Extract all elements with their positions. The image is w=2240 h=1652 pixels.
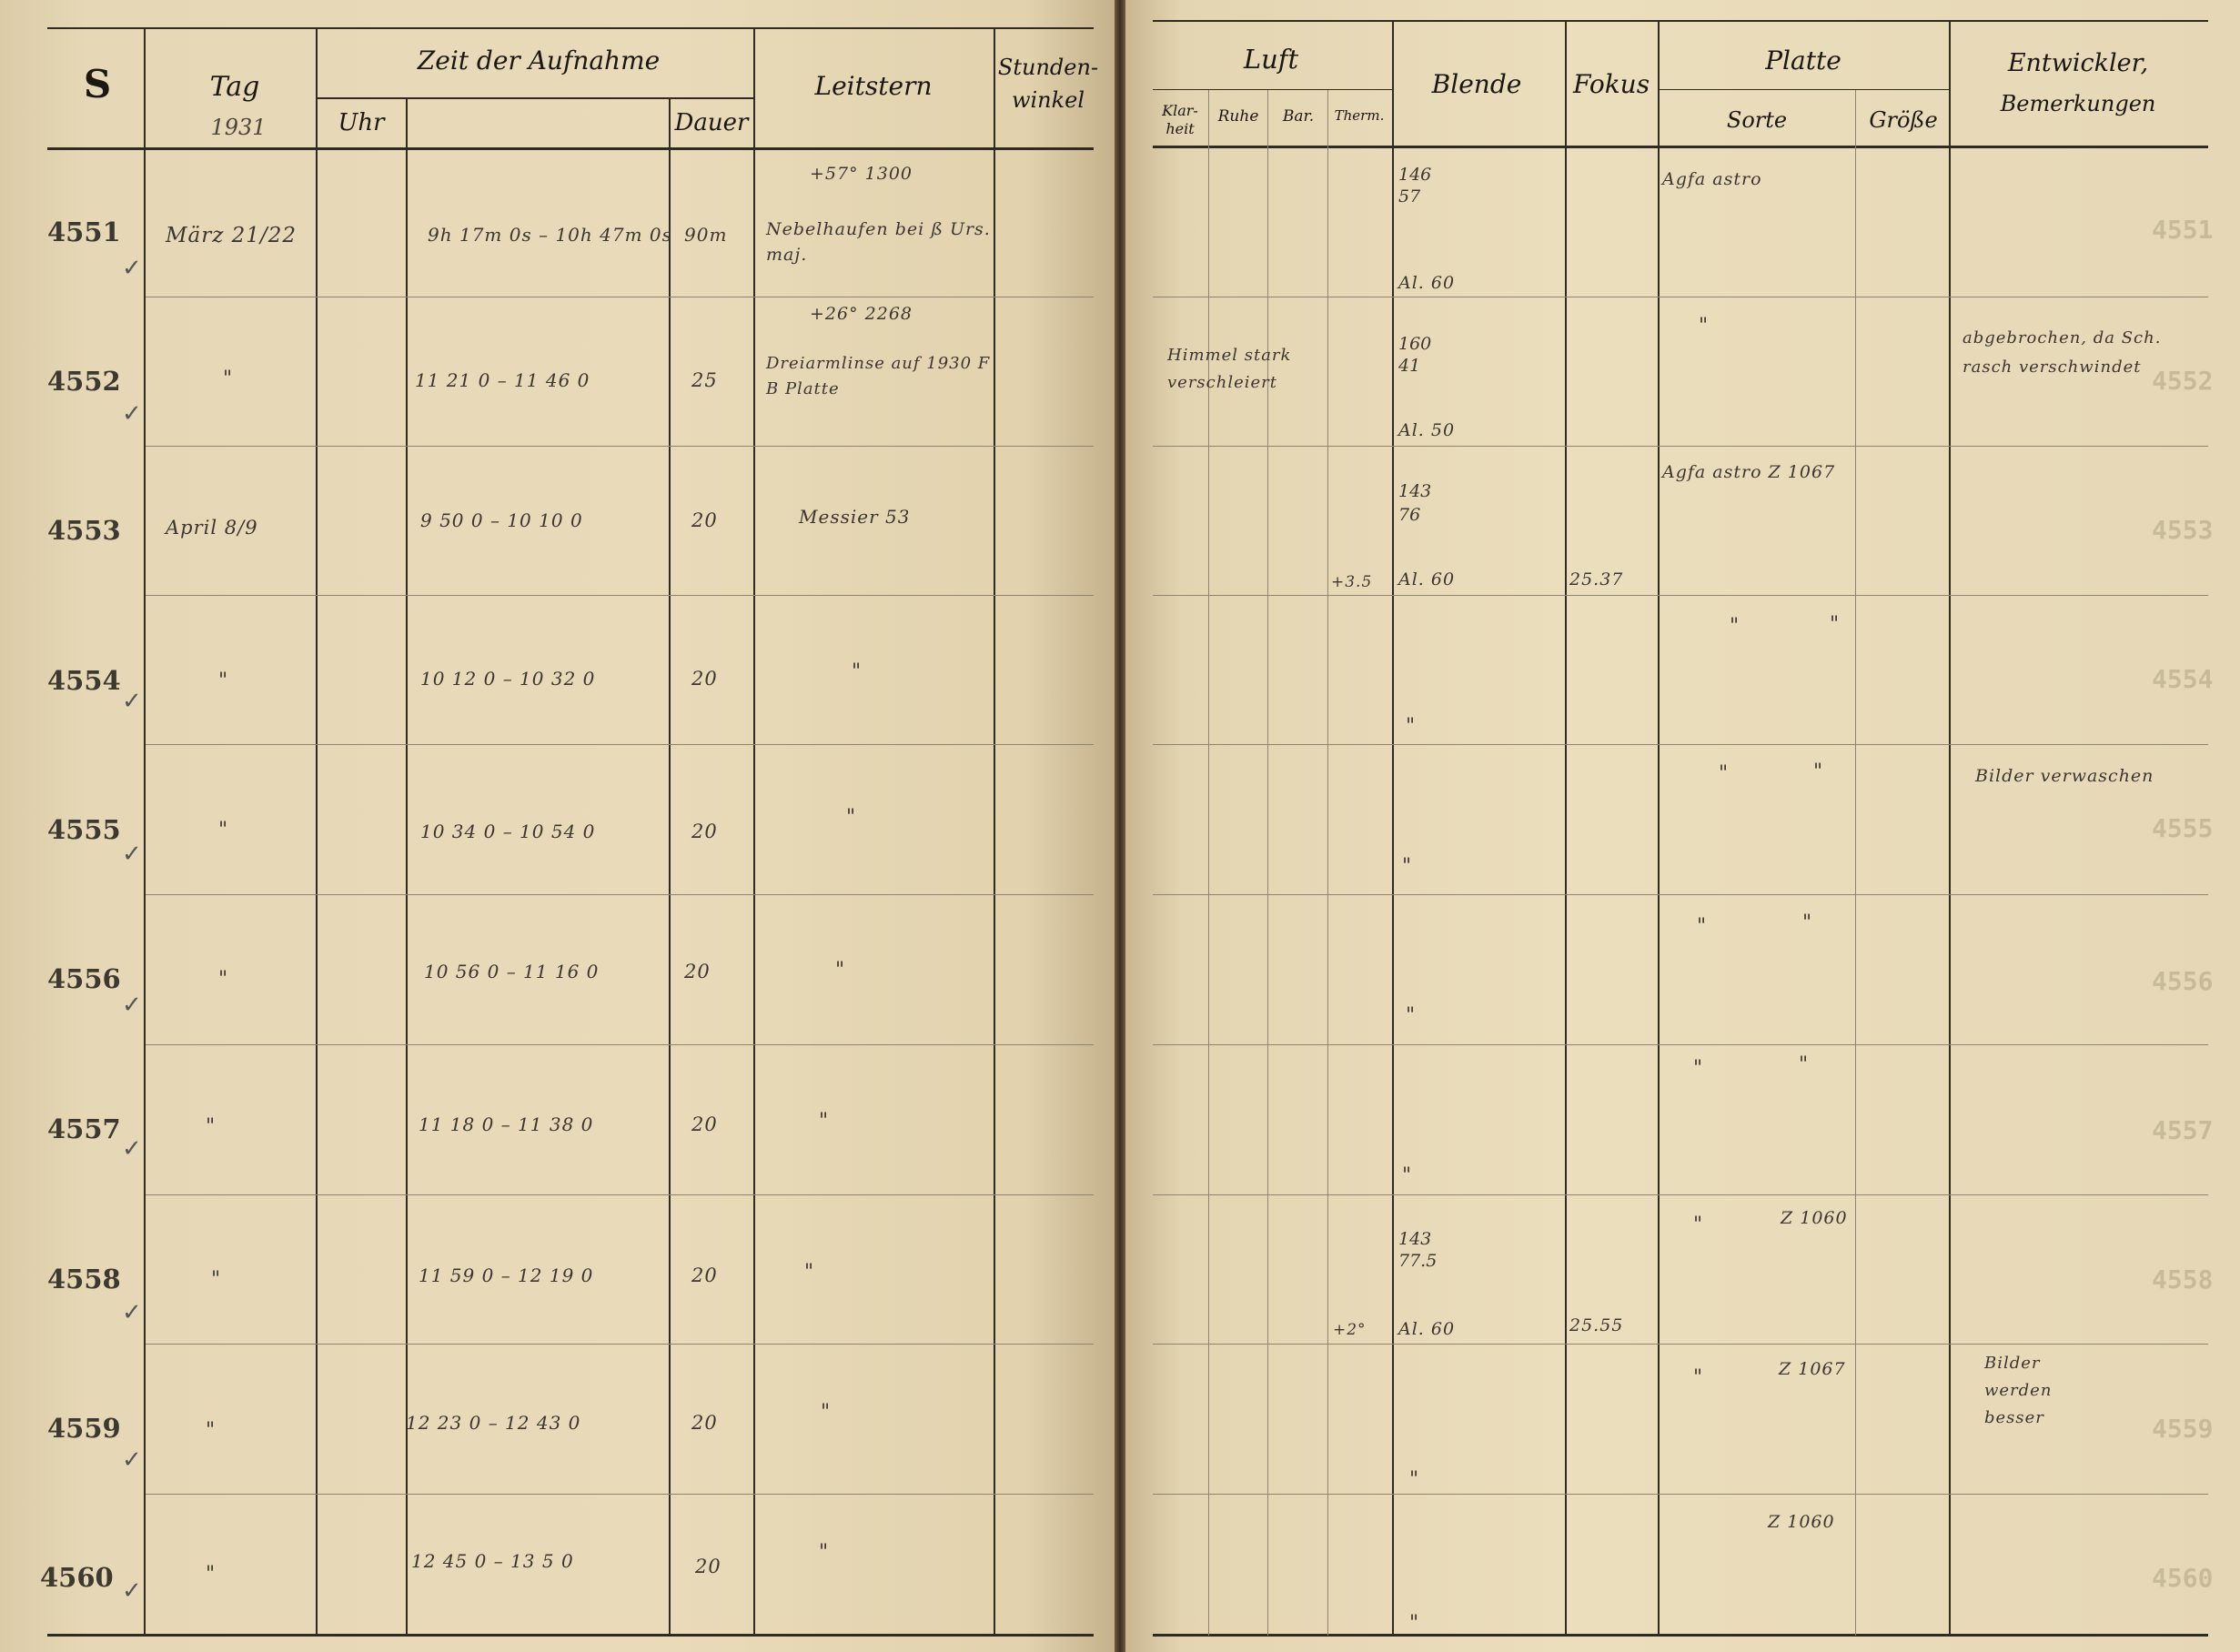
leitstern-cell: " <box>835 959 846 982</box>
check-mark: ✓ <box>122 1446 142 1474</box>
blende-filter: " <box>1402 855 1413 878</box>
row-number: 4554 <box>47 665 121 696</box>
dauer-cell: 20 <box>691 821 718 842</box>
col-therm-header: Therm. <box>1334 107 1385 124</box>
bleed-through-number: 4551 <box>2152 215 2214 245</box>
check-mark: ✓ <box>122 992 142 1019</box>
fokus-cell: 25.55 <box>1569 1315 1624 1335</box>
check-mark: ✓ <box>122 688 142 715</box>
bleed-through-number: 4552 <box>2152 366 2214 396</box>
row-number: 4556 <box>47 963 121 994</box>
leitstern-cell: " <box>804 1261 815 1284</box>
blende-filter: Al. 50 <box>1398 420 1456 440</box>
bleed-through-number: 4554 <box>2152 664 2214 694</box>
dauer-cell: 20 <box>691 1412 718 1434</box>
sorte-cell: " <box>1693 1214 1704 1236</box>
blende-filter: " <box>1406 1004 1417 1027</box>
col-winkel-header: winkel <box>1011 87 1085 113</box>
sorte-cell: " <box>1730 615 1741 638</box>
row-number: 4551 <box>47 217 121 247</box>
row-number: 4552 <box>47 366 121 397</box>
bottom-rule <box>1153 1634 2208 1637</box>
col-zeit-header: Zeit der Aufnahme <box>417 45 661 76</box>
dauer-cell: 25 <box>691 369 718 391</box>
blende-upper: 160 <box>1398 334 1432 354</box>
check-mark: ✓ <box>122 1135 142 1163</box>
col-dauer-header: Dauer <box>674 109 749 136</box>
uhr-cell: 11 18 0 – 11 38 0 <box>419 1113 594 1135</box>
groesse-cell: " <box>1830 613 1841 636</box>
blende-filter: " <box>1402 1164 1413 1187</box>
sorte-cell: " <box>1693 1057 1704 1080</box>
groesse-cell: Z 1060 <box>1781 1208 1848 1228</box>
fokus-cell: 25.37 <box>1569 569 1624 589</box>
uhr-cell: 11 21 0 – 11 46 0 <box>415 369 590 391</box>
groesse-cell: " <box>1813 761 1824 783</box>
bemerkung-cell: Bilder werden besser <box>1984 1354 2053 1427</box>
tag-cell: April 8/9 <box>166 517 258 539</box>
leitstern-cell: Dreiarmlinse auf 1930 F B Platte <box>766 354 991 398</box>
therm-cell: +2° <box>1333 1321 1367 1339</box>
bleed-through-number: 4553 <box>2152 515 2214 545</box>
sorte-cell: Agfa astro Z 1067 <box>1662 462 1836 482</box>
sorte-cell: " <box>1693 1366 1704 1389</box>
dauer-cell: 20 <box>691 1113 718 1135</box>
col-entwickler-header: Entwickler, <box>2007 49 2149 77</box>
row-number: 4553 <box>47 515 121 546</box>
col-s-header: S <box>83 62 112 106</box>
uhr-cell: 10 34 0 – 10 54 0 <box>420 821 596 842</box>
bleed-through-number: 4558 <box>2152 1264 2214 1294</box>
top-rule <box>47 27 1094 29</box>
groesse-cell: " <box>1799 1053 1810 1076</box>
sorte-cell: " <box>1719 762 1730 785</box>
col-tag-header: Tag <box>209 71 260 103</box>
blende-upper: 143 <box>1398 481 1432 501</box>
tag-cell: " <box>218 670 229 692</box>
dauer-cell: 20 <box>684 961 711 982</box>
bleed-through-number: 4559 <box>2152 1414 2214 1444</box>
check-mark: ✓ <box>122 1577 142 1605</box>
row-number: 4557 <box>47 1113 121 1144</box>
book-gutter <box>1115 0 1125 1652</box>
col-leitstern-header: Leitstern <box>814 71 933 101</box>
col-uhr-header: Uhr <box>338 109 385 136</box>
blende-lower: 41 <box>1398 356 1421 376</box>
sorte-cell: Agfa astro <box>1662 169 1762 189</box>
leitstern-cell: " <box>852 660 863 683</box>
row-number: 4558 <box>47 1264 121 1294</box>
dauer-cell: 20 <box>691 509 718 531</box>
blende-upper: 146 <box>1398 165 1432 185</box>
leitstern-cell: " <box>846 806 857 829</box>
groesse-cell: Z 1067 <box>1779 1359 1846 1379</box>
right-page <box>1125 0 2240 1652</box>
dauer-cell: 20 <box>691 668 718 690</box>
row-number: 4560 <box>40 1562 114 1593</box>
blende-lower: 77.5 <box>1398 1251 1438 1271</box>
bottom-rule <box>47 1634 1094 1637</box>
tag-cell: " <box>211 1268 222 1291</box>
col-blende-header: Blende <box>1431 69 1522 99</box>
check-mark: ✓ <box>122 1299 142 1326</box>
blende-lower: 76 <box>1398 505 1421 525</box>
uhr-cell: 9h 17m 0s – 10h 47m 0s <box>428 224 672 246</box>
col-groesse-header: Größe <box>1869 107 1938 133</box>
col-fokus-header: Fokus <box>1572 69 1650 99</box>
top-rule <box>1153 20 2208 22</box>
leitstern-cell: " <box>819 1110 830 1133</box>
blende-lower: 57 <box>1398 186 1421 206</box>
row-number: 4559 <box>47 1413 121 1444</box>
col-klarheit-header: Klar- <box>1162 102 1198 119</box>
uhr-cell: 12 23 0 – 12 43 0 <box>406 1412 581 1434</box>
dauer-cell: 20 <box>691 1264 718 1286</box>
tag-cell: März 21/22 <box>166 224 297 247</box>
col-tag-year: 1931 <box>210 115 267 140</box>
col-bar-header: Bar. <box>1282 107 1315 126</box>
blende-filter: " <box>1406 715 1417 738</box>
check-mark: ✓ <box>122 841 142 868</box>
bleed-through-number: 4560 <box>2152 1563 2214 1593</box>
blende-upper: 143 <box>1398 1229 1432 1249</box>
dauer-cell: 90m <box>684 224 728 246</box>
blende-filter: " <box>1409 1468 1420 1491</box>
col-ruhe-header: Ruhe <box>1217 107 1259 126</box>
sorte-cell: " <box>1697 915 1708 938</box>
left-page <box>0 0 1115 1652</box>
col-sorte-header: Sorte <box>1726 107 1788 133</box>
tag-cell: " <box>223 368 234 390</box>
col-bemerkungen-header: Bemerkungen <box>2000 91 2156 116</box>
tag-cell: " <box>218 819 229 841</box>
bemerkung-cell: abgebrochen, da Sch. rasch verschwindet <box>1963 328 2162 377</box>
header-bottom-rule <box>47 147 1094 150</box>
uhr-cell: 10 56 0 – 11 16 0 <box>424 961 600 982</box>
blende-filter: Al. 60 <box>1398 569 1456 589</box>
col-stunden-header: Stunden- <box>997 55 1099 80</box>
uhr-cell: 9 50 0 – 10 10 0 <box>420 509 583 531</box>
bleed-through-number: 4555 <box>2152 813 2214 843</box>
groesse-cell: " <box>1802 912 1813 934</box>
uhr-cell: 12 45 0 – 13 5 0 <box>411 1550 574 1572</box>
bemerkung-cell: Bilder verwaschen <box>1975 766 2154 786</box>
row-number: 4555 <box>47 814 121 845</box>
col-platte-header: Platte <box>1765 45 1841 76</box>
leitstern-coords: +26° 2268 <box>810 304 913 324</box>
therm-cell: +3.5 <box>1331 573 1373 591</box>
groesse-cell: Z 1060 <box>1768 1512 1835 1532</box>
col-luft-header: Luft <box>1243 44 1299 75</box>
bleed-through-number: 4557 <box>2152 1115 2214 1145</box>
leitstern-cell: Nebelhaufen bei ß Urs. maj. <box>766 219 991 265</box>
check-mark: ✓ <box>122 255 142 282</box>
tag-cell: " <box>206 1115 217 1138</box>
header-bottom-rule <box>1153 146 2208 148</box>
leitstern-cell: " <box>819 1541 830 1564</box>
uhr-cell: 11 59 0 – 12 19 0 <box>419 1264 594 1286</box>
bleed-through-number: 4556 <box>2152 966 2214 996</box>
luft-cell: Himmel stark verschleiert <box>1167 346 1292 392</box>
tag-cell: " <box>218 968 229 991</box>
blende-filter: " <box>1409 1612 1420 1635</box>
leitstern-cell: " <box>821 1401 832 1424</box>
dauer-cell: 20 <box>695 1556 721 1577</box>
check-mark: ✓ <box>122 400 142 428</box>
uhr-cell: 10 12 0 – 10 32 0 <box>420 668 596 690</box>
col-klarheit-header-2: heit <box>1165 120 1195 137</box>
sorte-cell: " <box>1699 315 1710 337</box>
tag-cell: " <box>206 1563 217 1586</box>
blende-filter: Al. 60 <box>1398 273 1456 293</box>
blende-filter: Al. 60 <box>1398 1319 1456 1339</box>
tag-cell: " <box>206 1419 217 1442</box>
leitstern-cell: Messier 53 <box>799 506 911 528</box>
leitstern-coords: +57° 1300 <box>810 164 913 184</box>
